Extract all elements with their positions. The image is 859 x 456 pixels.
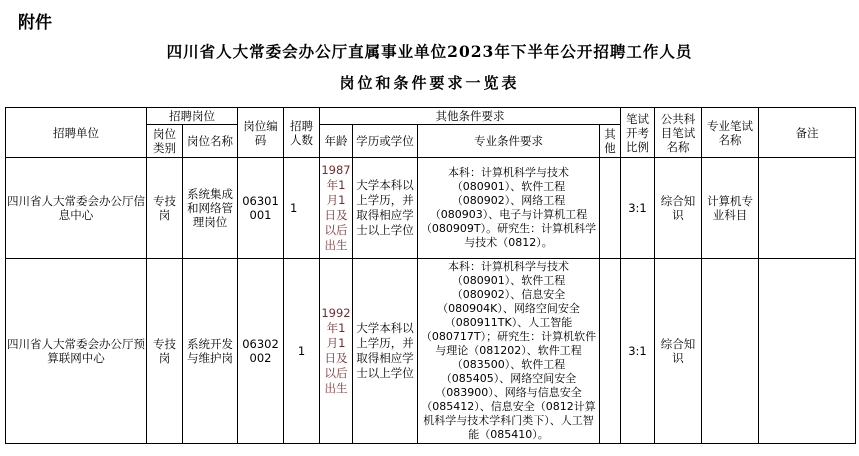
header-public-exam: 公共科目笔试名称 [655,108,702,158]
cell-other [600,158,621,259]
cell-count: 1 [284,259,320,444]
header-other: 其他 [600,125,621,158]
header-remark: 备注 [759,108,856,158]
header-ratio: 笔试开考比例 [621,108,655,158]
header-major: 专业条件要求 [418,125,600,158]
cell-major: 本科：计算机科学与技术（080901）、软件工程（080902）、信息安全（080904K）、网络空间安全（080911TK）、人工智能（080717T）；研究生：计算机软件与理论（081202）、软件工程（083500）、软件工程（085405）、网络空间安全（083900）、网络与信息安全（085412）、信息安全（0812计算机科学与技术学科门类下）、人工智能（085410）。 [418,259,600,444]
cell-other [600,259,621,444]
cell-age: 1987年1月1日及以后出生 [320,158,353,259]
page-subtitle: 岗位和条件要求一览表 [339,74,520,92]
table-row [6,259,856,444]
cell-name: 系统开发与维护岗 [183,259,238,444]
cell-ratio: 3:1 [621,259,655,444]
cell-ratio: 3:1 [621,158,655,259]
header-other-group: 其他条件要求 [320,108,621,125]
cell-education: 大学本科以上学历，并取得相应学士以上学位 [353,158,418,259]
header-position-name: 岗位名称 [183,125,238,158]
header-position-code: 岗位编码 [238,108,284,158]
header-education: 学历或学位 [353,125,418,158]
cell-major-exam: 计算机专业科目 [702,158,759,259]
header-position-group: 招聘岗位 [147,108,238,125]
cell-public-exam: 综合知识 [655,259,702,444]
cell-code: 06301001 [238,158,284,259]
cell-unit: 四川省人大常委会办公厅预算联网中心 [6,259,147,444]
header-position-type: 岗位类别 [147,125,183,158]
header-unit: 招聘单位 [6,108,147,158]
attachment-label: 附件 [18,13,52,33]
header-major-exam: 专业笔试名称 [702,108,759,158]
cell-unit: 四川省人大常委会办公厅信息中心 [6,158,147,259]
cell-name: 系统集成和网络管理岗位 [183,158,238,259]
cell-remark [759,259,856,444]
cell-education: 大学本科以上学历，并取得相应学士以上学位 [353,259,418,444]
cell-type: 专技岗 [147,158,183,259]
cell-remark [759,158,856,259]
cell-code: 06302002 [238,259,284,444]
page-title: 四川省人大常委会办公厅直属事业单位2023年下半年公开招聘工作人员 [166,42,693,61]
header-row-1 [6,108,856,125]
cell-major-exam [702,259,759,444]
cell-major: 本科：计算机科学与技术（080901）、软件工程（080902）、网络工程（080903）、电子与计算机工程（080909T）。研究生：计算机科学与技术（0812）。 [418,158,600,259]
cell-public-exam: 综合知识 [655,158,702,259]
cell-age: 1992年1月1日及以后出生 [320,259,353,444]
table-row [6,158,856,259]
positions-table [5,107,856,444]
header-age: 年龄 [320,125,353,158]
cell-count: 1 [284,158,320,259]
cell-type: 专技岗 [147,259,183,444]
header-headcount: 招聘人数 [284,108,320,158]
